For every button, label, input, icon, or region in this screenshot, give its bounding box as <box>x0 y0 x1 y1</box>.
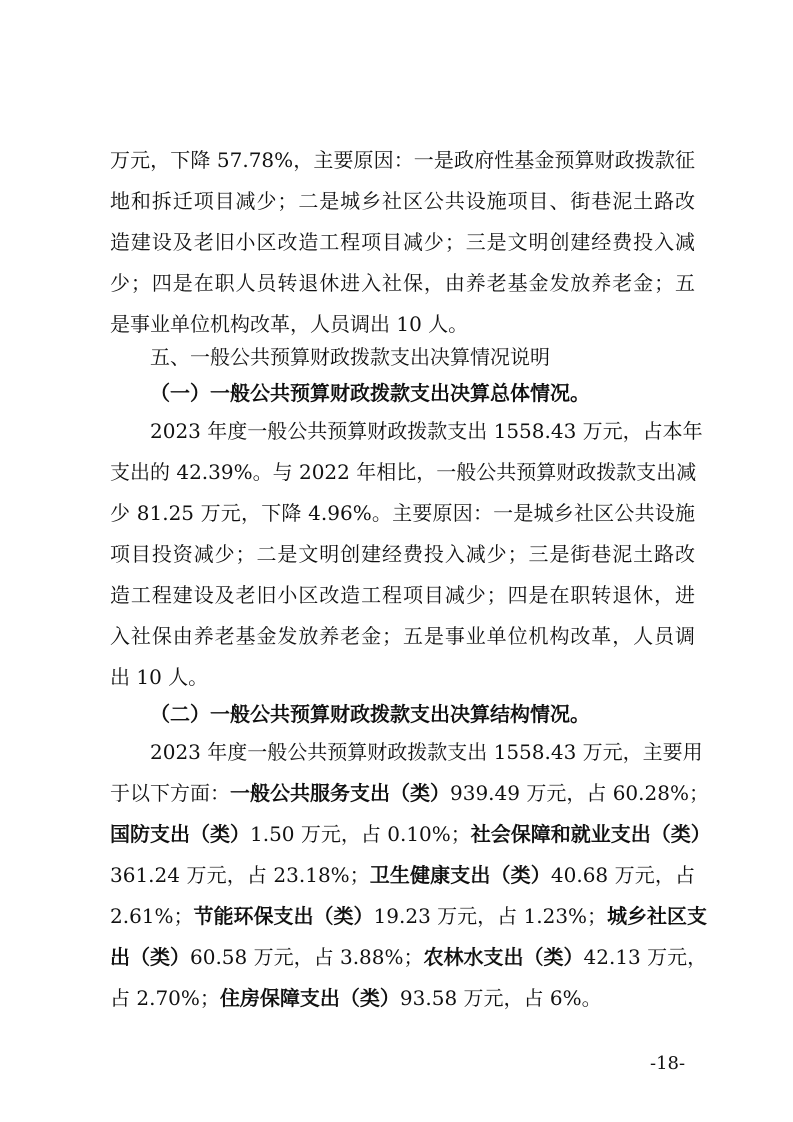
category-label: 社会保障和就业支出（类） <box>470 822 711 846</box>
paragraph-line <box>110 817 711 851</box>
category-label: 节能环保支出（类） <box>193 904 374 928</box>
text-run: 60.58 万元，占 3.88%； <box>190 945 424 969</box>
text-run: 1.50 万元，占 0.10%； <box>250 822 471 846</box>
paragraph-line <box>110 776 709 810</box>
text-run: 40.68 万元，占 <box>550 863 695 887</box>
paragraph-line: 支出的 42.39%。与 2022 年相比，一般公共预算财政拨款支出减 <box>110 460 697 484</box>
category-label: 卫生健康支出（类） <box>369 863 551 887</box>
section-heading: 五、一般公共预算财政拨款支出决算情况说明 <box>150 345 550 369</box>
paragraph-line: 是事业单位机构改革，人员调出 10 人。 <box>110 312 469 336</box>
text-run: 于以下方面： <box>110 781 230 805</box>
paragraph-line: 造工程建设及老旧小区改造工程项目减少；四是在职转退休，进 <box>110 583 695 607</box>
category-label: 一般公共服务支出（类） <box>230 781 450 805</box>
paragraph-line: 2023 年度一般公共预算财政拨款支出 1558.43 万元，占本年 <box>150 419 703 443</box>
page-number: -18- <box>650 1053 686 1074</box>
subsection-heading: （一）一般公共预算财政拨款支出决算总体情况。 <box>150 381 590 405</box>
paragraph-line: 造建设及老旧小区改造工程项目减少；三是文明创建经费投入减 <box>110 230 695 254</box>
category-label: 农林水支出（类） <box>423 945 584 969</box>
subsection-heading: （二）一般公共预算财政拨款支出决算结构情况。 <box>150 702 590 726</box>
paragraph-line <box>110 858 695 892</box>
paragraph-line: 少 81.25 万元，下降 4.96%。主要原因：一是城乡社区公共设施 <box>110 501 695 525</box>
paragraph-line <box>110 899 708 933</box>
paragraph-line: 万元，下降 57.78%，主要原因：一是政府性基金预算财政拨款征 <box>110 148 695 172</box>
paragraph-line: 入社保由养老基金发放养老金；五是事业单位机构改革，人员调 <box>110 624 695 648</box>
paragraph-line <box>110 940 708 974</box>
paragraph-line: 项目投资减少；二是文明创建经费投入减少；三是街巷泥土路改 <box>110 542 695 566</box>
text-run: 占 2.70%； <box>110 986 220 1010</box>
category-label: 出（类） <box>110 945 190 969</box>
category-label: 城乡社区支 <box>607 904 708 928</box>
paragraph-line: 出 10 人。 <box>110 665 209 689</box>
paragraph-line: 2023 年度一般公共预算财政拨款支出 1558.43 万元，主要用 <box>150 740 703 764</box>
text-run: 42.13 万元， <box>583 945 708 969</box>
paragraph-line <box>110 981 695 1015</box>
paragraph-line: 少；四是在职人员转退休进入社保，由养老基金发放养老金；五 <box>110 271 695 295</box>
text-run: 939.49 万元，占 60.28%； <box>450 781 709 805</box>
text-run: 93.58 万元，占 6%。 <box>399 986 602 1010</box>
category-label: 国防支出（类） <box>110 822 250 846</box>
paragraph-line: 地和拆迁项目减少；二是城乡社区公共设施项目、街巷泥土路改 <box>110 189 695 213</box>
text-run: 2.61%； <box>110 904 194 928</box>
text-run: 361.24 万元，占 23.18%； <box>110 863 370 887</box>
category-label: 住房保障支出（类） <box>219 986 400 1010</box>
text-run: 19.23 万元，占 1.23%； <box>373 904 608 928</box>
